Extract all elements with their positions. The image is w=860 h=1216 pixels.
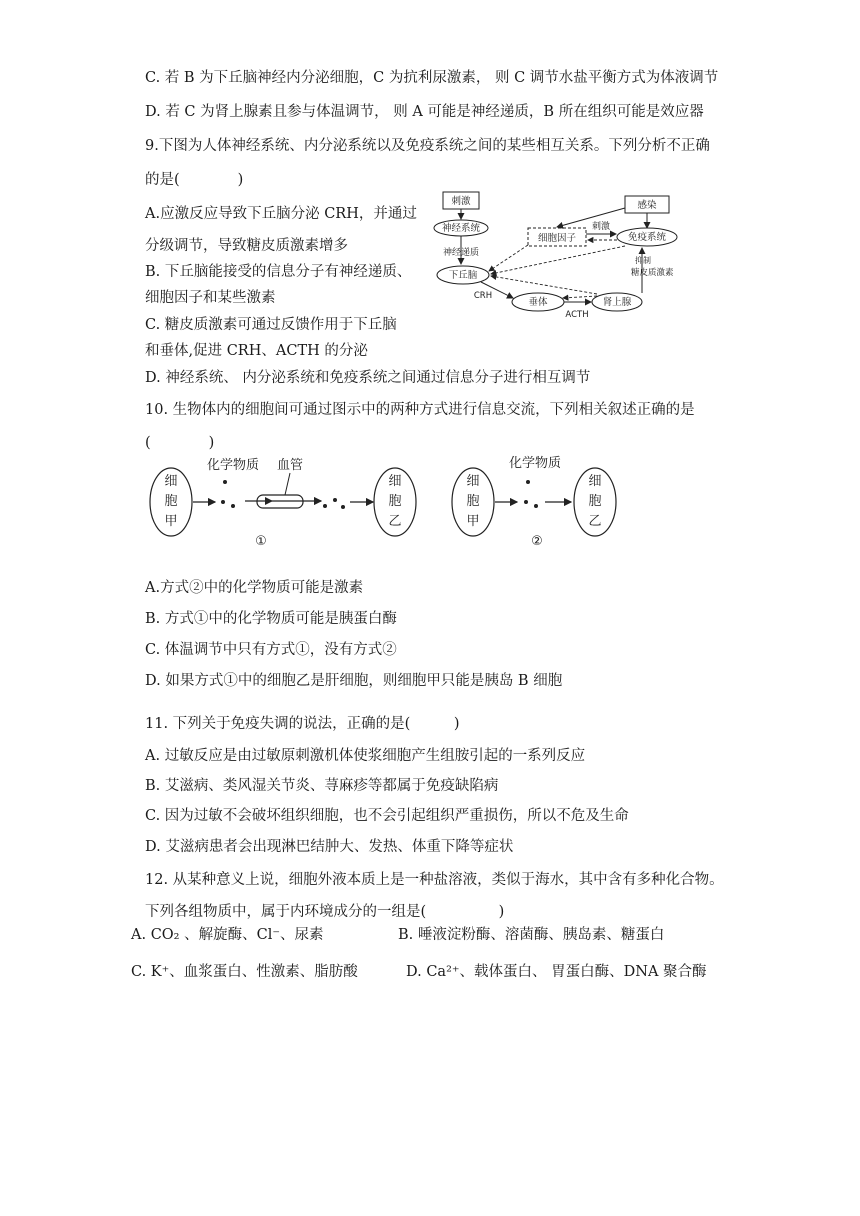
q9-option-b: B. 下丘脑能接受的信息分子有神经递质、 <box>145 264 412 280</box>
immune-system-label: 免疫系统 <box>627 232 667 243</box>
q9-stem-cont: 的是( ) <box>145 172 244 188</box>
q11-option-d: D. 艾滋病患者会出现淋巴结肿大、发热、体重下降等症状 <box>145 839 514 855</box>
pituitary-label: 垂体 <box>528 297 548 308</box>
adrenal-label: 肾上腺 <box>602 297 632 308</box>
chemical-label-2: 化学物质 <box>508 456 562 471</box>
svg-text:胞: 胞 <box>164 494 178 509</box>
svg-text:细: 细 <box>466 474 480 489</box>
q10-option-c: C. 体温调节中只有方式①，没有方式② <box>145 642 397 658</box>
q10-option-d: D. 如果方式①中的细胞乙是肝细胞，则细胞甲只能是胰岛 B 细胞 <box>145 673 563 689</box>
q10-stem: 10. 生物体内的细胞间可通过图示中的两种方式进行信息交流，下列相关叙述正确的是 <box>145 402 695 418</box>
q12-stem-cont: 下列各组物质中，属于内环境成分的一组是( ) <box>145 904 505 920</box>
svg-text:甲: 甲 <box>164 514 178 529</box>
cytokine-label: 细胞因子 <box>537 233 577 244</box>
neurotransmitter-label: 神经递质 <box>442 248 480 258</box>
q8-option-c: C. 若 B 为下丘脑神经内分泌细胞，C 为抗利尿激素， 则 C 调节水盐平衡方式为体液调节 <box>145 70 719 86</box>
q9-stem: 9.下图为人体神经系统、内分泌系统以及免疫系统之间的某些相互关系。下列分析不正确 <box>145 138 710 154</box>
mode-2-label: ② <box>531 534 543 549</box>
q12-stem: 12. 从某种意义上说，细胞外液本质上是一种盐溶液，类似于海水，其中含有多种化合物。 <box>145 872 724 888</box>
nervous-system-label: 神经系统 <box>441 223 481 234</box>
svg-text:乙: 乙 <box>588 514 602 529</box>
chemical-label-1: 化学物质 <box>206 458 260 473</box>
infection-label: 感染 <box>637 200 657 211</box>
vessel-label: 血管 <box>276 458 304 473</box>
q10-stem-cont: ( ) <box>145 435 215 451</box>
q11-option-a: A. 过敏反应是由过敏原刺激机体使浆细胞产生组胺引起的一系列反应 <box>145 748 586 764</box>
q12-option-a: A. CO₂ 、解旋酶、Cl⁻、尿素 <box>131 927 324 943</box>
svg-text:细: 细 <box>164 474 178 489</box>
crh-label: CRH <box>473 291 493 301</box>
q9-option-a-cont: 分级调节，导致糖皮质激素增多 <box>145 238 348 254</box>
q9-option-d: D. 神经系统、 内分泌系统和免疫系统之间通过信息分子进行相互调节 <box>145 370 591 386</box>
q10-option-b: B. 方式①中的化学物质可能是胰蛋白酶 <box>145 611 397 627</box>
q9-regulation-diagram <box>425 190 695 320</box>
hypothalamus-label: 下丘脑 <box>448 270 478 281</box>
q9-option-c: C. 糖皮质激素可通过反馈作用于下丘脑 <box>145 317 397 333</box>
q11-option-c: C. 因为过敏不会破坏组织细胞，也不会引起组织严重损伤，所以不危及生命 <box>145 808 629 824</box>
q10-signaling-diagram <box>145 455 625 555</box>
q12-option-d: D. Ca²⁺、载体蛋白、 胃蛋白酶、DNA 聚合酶 <box>406 964 707 980</box>
acth-label: ACTH <box>565 310 589 320</box>
svg-text:乙: 乙 <box>388 514 402 529</box>
q11-option-b: B. 艾滋病、类风湿关节炎、荨麻疹等都属于免疫缺陷病 <box>145 778 499 794</box>
q9-option-b-cont: 细胞因子和某些激素 <box>145 290 276 306</box>
svg-text:胞: 胞 <box>388 494 402 509</box>
q10-option-a: A.方式②中的化学物质可能是激素 <box>145 580 364 596</box>
q12-option-b: B. 唾液淀粉酶、溶菌酶、胰岛素、糖蛋白 <box>398 927 665 943</box>
q8-option-d: D. 若 C 为肾上腺素且参与体温调节， 则 A 可能是神经递质，B 所在组织可能是效应器 <box>145 104 704 120</box>
stimulus-label: 刺激 <box>451 196 471 207</box>
q9-option-c-cont: 和垂体,促进 CRH、ACTH 的分泌 <box>145 343 368 359</box>
stimulate-label: 刺激 <box>591 222 611 232</box>
q9-option-a: A.应激反应导致下丘脑分泌 CRH，并通过 <box>145 206 417 222</box>
glucocorticoid-label: 糖皮质激素 <box>631 268 674 278</box>
svg-text:胞: 胞 <box>466 494 480 509</box>
q12-option-c: C. K⁺、血浆蛋白、性激素、脂肪酸 <box>131 964 358 980</box>
inhibit-label: 抑制 <box>635 256 651 265</box>
mode-1-label: ① <box>255 534 267 549</box>
svg-text:细: 细 <box>388 474 402 489</box>
svg-text:胞: 胞 <box>588 494 602 509</box>
svg-text:细: 细 <box>588 474 602 489</box>
q11-stem: 11. 下列关于免疫失调的说法，正确的是( ) <box>145 716 460 732</box>
svg-text:甲: 甲 <box>466 514 480 529</box>
